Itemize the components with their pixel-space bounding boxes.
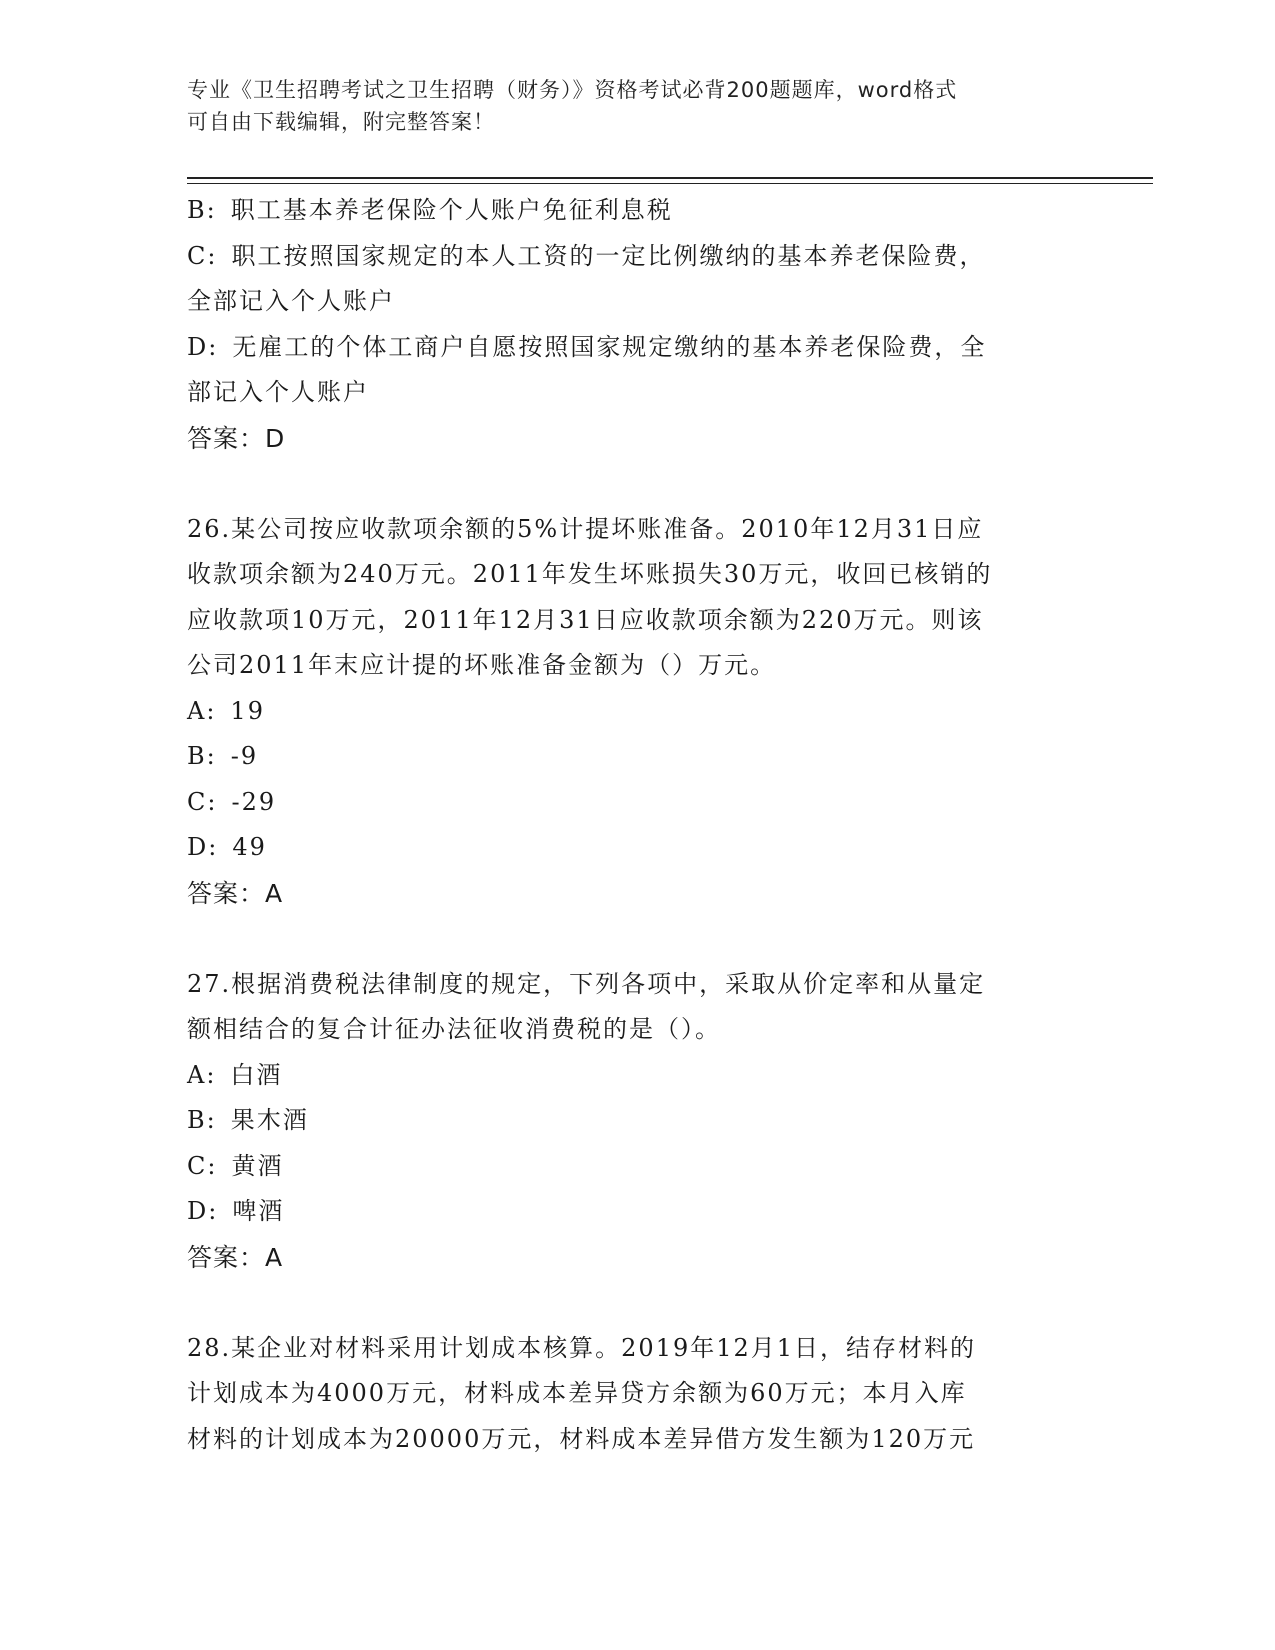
document-header	[187, 74, 1067, 138]
question-text-line: 额相结合的复合计征办法征收消费税的是（）。	[187, 1015, 721, 1043]
question-text-line: 27.根据消费税法律制度的规定，下列各项中，采取从价定率和从量定	[187, 969, 986, 998]
question-text-line: 材料的计划成本为20000万元，材料成本差异借方发生额为120万元	[187, 1424, 976, 1453]
option-d-cont: 部记入个人账户	[187, 378, 369, 406]
option-b: B: 果木酒	[187, 1106, 309, 1134]
option-a: A: 19	[187, 696, 265, 725]
header-rule-thin	[187, 183, 1153, 184]
option-c: C: -29	[187, 787, 277, 816]
option-d: D: 无雇工的个体工商户自愿按照国家规定缴纳的基本养老保险费，全	[187, 332, 987, 361]
question-text-line: 公司2011年末应计提的坏账准备金额为（）万元。	[187, 651, 777, 679]
option-c: C: 黄酒	[187, 1151, 284, 1180]
option-d: D: 49	[187, 833, 267, 861]
option-c-cont: 全部记入个人账户	[187, 287, 395, 315]
option-b: B: -9	[187, 742, 259, 770]
header-line-2: 可自由下载编辑，附完整答案！	[187, 110, 495, 134]
answer: 答案：A	[187, 1242, 284, 1272]
question-text-line: 26.某公司按应收款项余额的5%计提坏账准备。2010年12月31日应	[187, 514, 984, 543]
question-26	[187, 507, 1087, 917]
option-c: C: 职工按照国家规定的本人工资的一定比例缴纳的基本养老保险费，	[187, 241, 986, 270]
question-27	[187, 962, 1087, 1281]
question-text-line: 28.某企业对材料采用计划成本核算。2019年12月1日，结存材料的	[187, 1333, 977, 1362]
answer: 答案：A	[187, 878, 284, 908]
option-b: B: 职工基本养老保险个人账户免征利息税	[187, 196, 673, 224]
question-28	[187, 1326, 1087, 1463]
question-25-continued	[187, 188, 1087, 461]
option-a: A: 白酒	[187, 1060, 283, 1089]
option-d: D: 啤酒	[187, 1197, 285, 1225]
question-text-line: 收款项余额为240万元。2011年发生坏账损失30万元，收回已核销的	[187, 560, 993, 588]
document-body	[187, 188, 1087, 1462]
answer: 答案：D	[187, 423, 286, 453]
header-line-1: 专业《卫生招聘考试之卫生招聘（财务）》资格考试必背200题题库，word格式	[187, 78, 958, 102]
question-text-line: 计划成本为4000万元，材料成本差异贷方余额为60万元；本月入库	[187, 1379, 967, 1407]
header-rule-thick	[187, 177, 1153, 179]
question-text-line: 应收款项10万元，2011年12月31日应收款项余额为220万元。则该	[187, 605, 984, 634]
